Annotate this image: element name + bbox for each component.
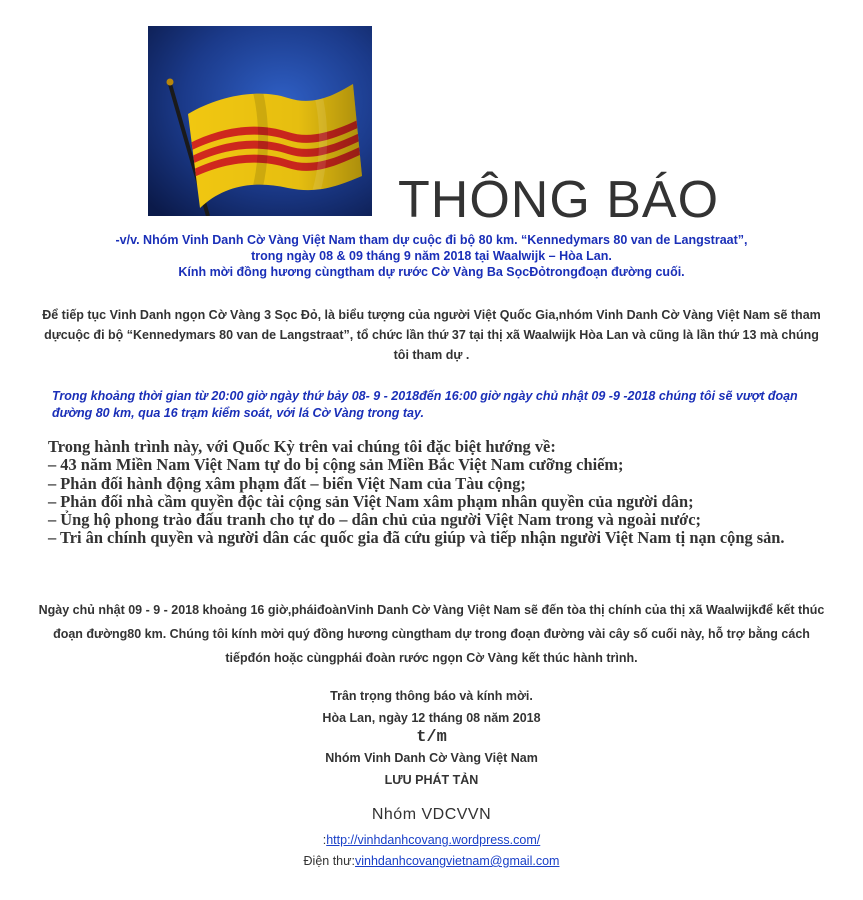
email-label: Điện thư: — [303, 854, 355, 868]
goal-item: – Phản đối hành động xâm phạm đất – biển Việt Nam của Tàu cộng; — [48, 473, 526, 493]
flag-photo — [148, 26, 372, 216]
announcement-title: THÔNG BÁO — [398, 171, 720, 229]
organization-name: Nhóm Vinh Danh Cờ Vàng Việt Nam — [325, 751, 538, 765]
subject-block — [0, 232, 863, 280]
closing-paragraph: Ngày chủ nhật 09 - 9 - 2018 khoảng 16 giờ,pháiđoànVinh Danh Cờ Vàng Việt Nam sẽ đến tòa thị chính của thị xã Waalwijkđể kết thúc đoạn đường80 km. Chúng tôi kính mời quý đồng hương cùngtham dự trong đoạn đường vài cây số cuối này, hỗ trợ bằng cách tiếpđón hoặc cùngphái đoàn rước ngọn Cờ Vàng kết thúc hành trình. — [38, 603, 825, 665]
subject-line: trong ngày 08 & 09 tháng 9 năm 2018 tại Waalwijk – Hòa Lan. — [251, 249, 612, 263]
goals-list — [48, 438, 838, 548]
goal-item: – Tri ân chính quyền và người dân các quốc gia đã cứu giúp và tiếp nhận người Việt Nam tị nạn cộng sản. — [48, 528, 785, 548]
goals-heading: Trong hành trình này, với Quốc Kỳ trên vai chúng tôi đặc biệt hướng về: — [48, 437, 556, 456]
subject-line: Kính mời đồng hương cùngtham dự rước Cờ Vàng Ba SọcĐỏtrongđoạn đường cuối. — [178, 265, 685, 279]
regards-line: Trân trọng thông báo và kính mời. — [330, 689, 533, 703]
goal-item: – Phản đối nhà cầm quyền độc tài cộng sản Việt Nam xâm phạm nhân quyền của người dân; — [48, 491, 694, 511]
group-short-name: Nhóm VDCVVN — [371, 806, 492, 823]
website-link[interactable]: http://vinhdanhcovang.wordpress.com/ — [326, 833, 541, 847]
email-line — [0, 854, 863, 868]
website-line — [0, 833, 863, 847]
goal-item: – 43 năm Miền Nam Việt Nam tự do bị cộng sản Miền Bắc Việt Nam cưỡng chiếm; — [48, 455, 624, 475]
website-prefix: : — [322, 833, 327, 847]
intro-paragraph: Để tiếp tục Vinh Danh ngọn Cờ Vàng 3 Sọc Đỏ, là biểu tượng của người Việt Quốc Gia,nhóm Vinh Danh Cờ Vàng Việt Nam sẽ tham dựcuộc đi bộ “Kennedymars 80 van de Langstraat”, tổ chức lần thứ 37 tại thị xã Waalwijk Hòa Lan và cũng là lần thứ 13 mà chúng tôi tham dự . — [42, 308, 821, 362]
email-link[interactable]: vinhdanhcovangvietnam@gmail.com — [354, 854, 560, 868]
goal-item: – Ủng hộ phong trào đấu tranh cho tự do – dân chủ của người Việt Nam trong và ngoài nước; — [48, 510, 701, 530]
signer-name: LƯU PHÁT TẢN — [384, 773, 479, 787]
signature-block — [0, 685, 863, 791]
tm-label: t/m — [416, 728, 447, 747]
south-vietnam-flag-icon — [148, 26, 372, 216]
schedule-paragraph: Trong khoảng thời gian từ 20:00 giờ ngày thứ bảy 08- 9 - 2018đến 16:00 giờ ngày chủ nhật 09 -9 -2018 chúng tôi sẽ vượt đoạn đường 80 km, qua 16 trạm kiểm soát, với lá Cờ Vàng trong tay. — [52, 389, 798, 420]
subject-line: -v/v. Nhóm Vinh Danh Cờ Vàng Việt Nam tham dự cuộc đi bộ 80 km. “Kennedymars 80 van de Langstraat”, — [115, 233, 748, 247]
place-date: Hòa Lan, ngày 12 tháng 08 năm 2018 — [322, 711, 541, 725]
